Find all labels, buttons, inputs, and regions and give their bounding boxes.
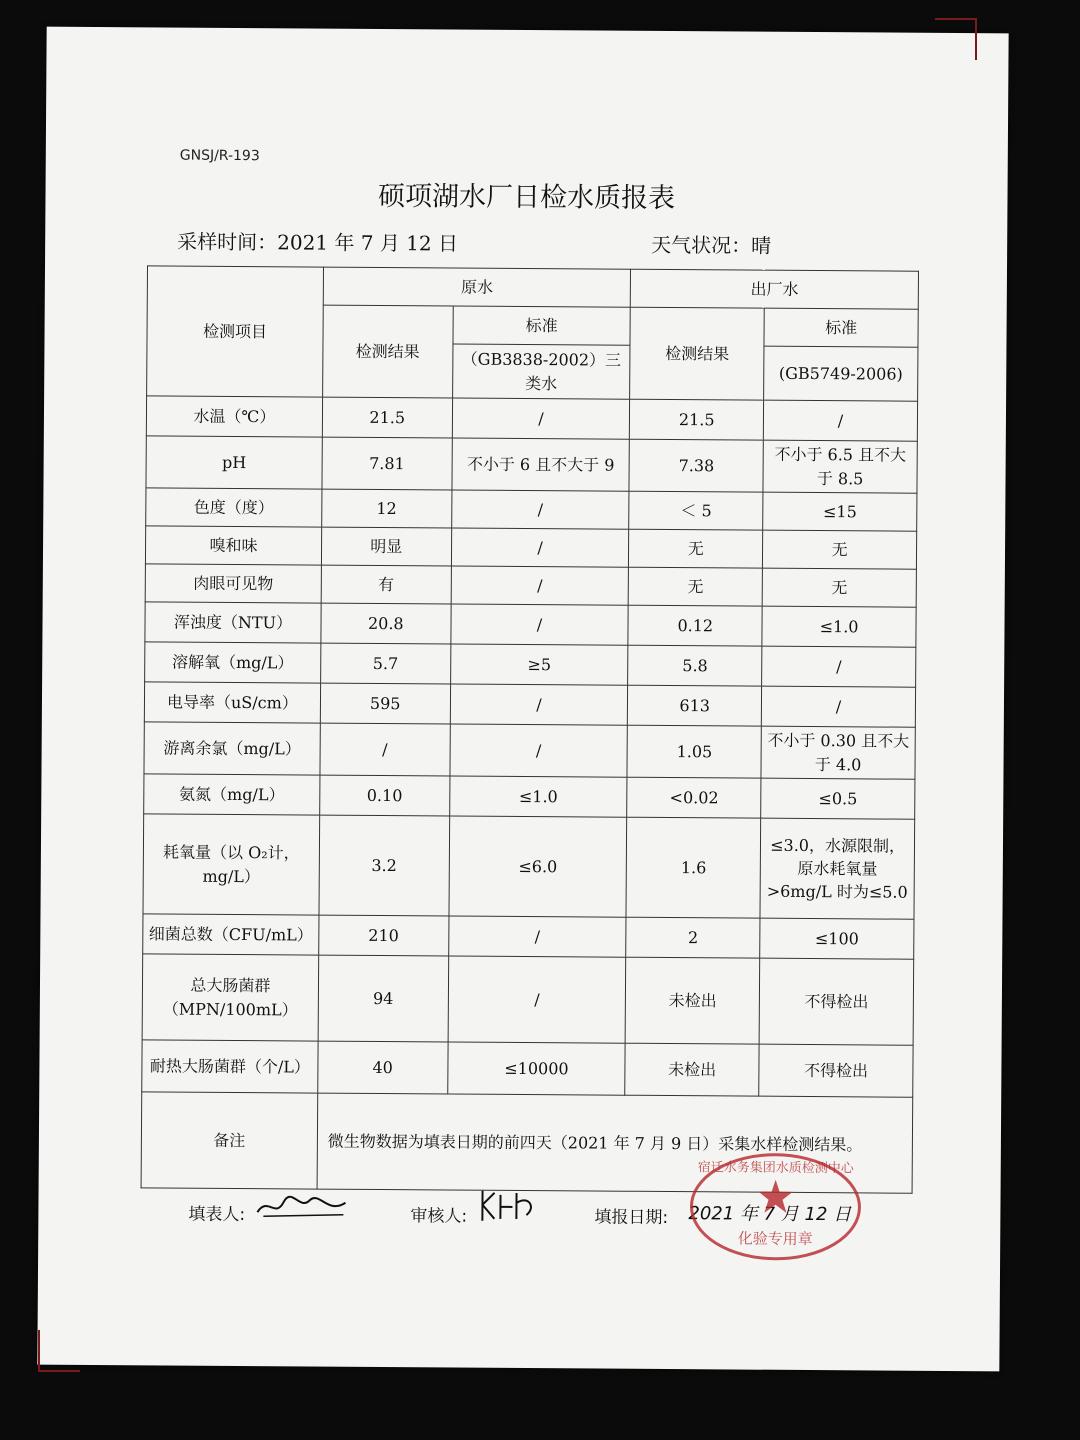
svg-text:化验专用章: 化验专用章 bbox=[737, 1229, 813, 1249]
header-raw-result: 检测结果 bbox=[323, 305, 453, 398]
svg-text:宿迁水务集团水质检测中心: 宿迁水务集团水质检测中心 bbox=[697, 1160, 854, 1177]
table-row bbox=[142, 954, 914, 1045]
document-code: GNSJ/R-193 bbox=[179, 147, 260, 165]
date-label: 填报日期: bbox=[594, 1207, 669, 1229]
remark-text: 微生物数据为填表日期的前四天（2021 年 7 月 9 日）采集水样检测结果。 bbox=[317, 1093, 913, 1193]
cell-raw: 94 bbox=[318, 955, 448, 1042]
cell-out: <0.02 bbox=[627, 777, 761, 818]
cell-out-std: ≤100 bbox=[760, 918, 914, 959]
cell-out: 无 bbox=[629, 529, 763, 568]
cell-raw: 0.10 bbox=[320, 775, 450, 816]
cell-raw-std: ≤1.0 bbox=[449, 776, 627, 817]
cell-raw: 5.7 bbox=[321, 643, 451, 684]
cell-raw-std: / bbox=[452, 398, 630, 439]
cell-out: ＜ 5 bbox=[629, 491, 763, 530]
table-row bbox=[144, 722, 915, 779]
cell-item: 肉眼可见物 bbox=[145, 564, 321, 603]
cell-out-std: 不得检出 bbox=[759, 1044, 913, 1097]
weather: 天气状况：晴 bbox=[651, 232, 772, 258]
stamp-seal-image bbox=[688, 1151, 864, 1262]
cell-item: 电导率（uS/cm） bbox=[144, 682, 320, 723]
cell-raw-std: / bbox=[450, 724, 628, 777]
cell-out-std: ≤0.5 bbox=[761, 778, 915, 819]
cell-raw-std: / bbox=[448, 916, 626, 957]
cell-raw: 3.2 bbox=[319, 815, 449, 916]
header-out-result: 检测结果 bbox=[630, 307, 764, 400]
cell-raw: 40 bbox=[318, 1041, 448, 1094]
cell-out-std: ≤15 bbox=[763, 492, 917, 531]
sampling-time: 采样时间：2021 年 7 月 12 日 bbox=[177, 229, 459, 256]
table-row bbox=[144, 774, 915, 819]
table-row bbox=[146, 436, 917, 493]
cell-raw-std: ≤10000 bbox=[447, 1042, 625, 1095]
cell-item: 水温（℃） bbox=[146, 396, 322, 437]
header-raw-water: 原水 bbox=[323, 267, 631, 307]
cell-out: 7.38 bbox=[629, 439, 763, 492]
frame-corner-bottom-left bbox=[38, 1330, 80, 1372]
cell-raw-std: / bbox=[451, 604, 629, 645]
cell-out-std: 无 bbox=[762, 568, 916, 607]
cell-item: 色度（度） bbox=[146, 488, 322, 527]
table-row bbox=[145, 526, 916, 569]
cell-out: 无 bbox=[629, 567, 763, 606]
cell-raw: 有 bbox=[321, 565, 451, 604]
cell-item: 耗氧量（以 O₂计，mg/L） bbox=[143, 814, 320, 915]
cell-out: 未检出 bbox=[625, 1043, 759, 1096]
cell-out-std: / bbox=[762, 646, 916, 687]
cell-out: 未检出 bbox=[626, 957, 760, 1044]
table-row bbox=[144, 682, 915, 727]
cell-item: 总大肠菌群（MPN/100mL） bbox=[142, 954, 319, 1041]
cell-out-std: 不得检出 bbox=[759, 958, 913, 1045]
cell-raw: 7.81 bbox=[322, 437, 452, 490]
filler-signature-scribble bbox=[253, 1188, 353, 1223]
reviewer-signature-scribble bbox=[478, 1185, 548, 1225]
cell-out-std: / bbox=[763, 400, 917, 441]
cell-out-std: / bbox=[761, 686, 915, 727]
cell-out: 0.12 bbox=[628, 605, 762, 646]
cell-raw: 明显 bbox=[321, 527, 451, 566]
cell-raw-std: / bbox=[451, 566, 629, 605]
cell-raw-std: / bbox=[451, 528, 629, 567]
cell-raw: 21.5 bbox=[322, 397, 452, 438]
cell-out: 21.5 bbox=[630, 399, 764, 440]
cell-item: 浑浊度（NTU） bbox=[145, 602, 321, 643]
cell-out: 5.8 bbox=[628, 645, 762, 686]
cell-raw-std: 不小于 6 且不大于 9 bbox=[452, 438, 630, 491]
header-outlet-water: 出厂水 bbox=[631, 269, 919, 309]
table-row bbox=[143, 814, 915, 919]
cell-raw: 210 bbox=[319, 915, 449, 956]
reviewer-label: 审核人: bbox=[410, 1206, 468, 1227]
cell-out: 613 bbox=[628, 685, 762, 726]
page-title: 硕项湖水厂日检水质报表 bbox=[377, 180, 676, 215]
header-out-standard: 标准 bbox=[764, 308, 918, 347]
cell-raw-std: ≤6.0 bbox=[449, 816, 627, 917]
cell-item: 嗅和味 bbox=[145, 526, 321, 565]
cell-raw: 12 bbox=[322, 489, 452, 528]
cell-out-std: ≤3.0，水源限制，原水耗氧量>6mg/L 时为≤5.0 bbox=[760, 818, 915, 919]
cell-raw-std: / bbox=[448, 956, 626, 1043]
cell-out: 1.05 bbox=[627, 725, 761, 778]
table-row bbox=[143, 914, 914, 959]
cell-item: 氨氮（mg/L） bbox=[144, 774, 320, 815]
table-row bbox=[146, 488, 917, 531]
table-row bbox=[145, 564, 916, 607]
cell-out: 2 bbox=[626, 917, 760, 958]
cell-raw-std: ≥5 bbox=[450, 644, 628, 685]
cell-out-std: 无 bbox=[763, 530, 917, 569]
date-value: 2021 年 7 月 12 日 bbox=[688, 1203, 852, 1226]
cell-raw-std: / bbox=[450, 684, 628, 725]
raw-standard-code: （GB3838-2002）三类水 bbox=[452, 344, 630, 399]
header-raw-standard: 标准 bbox=[453, 306, 631, 345]
table-row bbox=[146, 396, 917, 441]
remark-label: 备注 bbox=[141, 1092, 318, 1189]
cell-item: 细菌总数（CFU/mL） bbox=[143, 914, 319, 955]
cell-item: 溶解氧（mg/L） bbox=[145, 642, 321, 683]
cell-raw: / bbox=[320, 723, 450, 776]
frame-corner-top-right bbox=[935, 18, 977, 60]
cell-out-std: 不小于 0.30 且不大于 4.0 bbox=[761, 726, 915, 779]
cell-out-std: 不小于 6.5 且不大于 8.5 bbox=[763, 440, 917, 493]
cell-out: 1.6 bbox=[626, 817, 760, 918]
cell-item: pH bbox=[146, 436, 322, 489]
filler-signature bbox=[253, 1188, 353, 1230]
header-item: 检测项目 bbox=[147, 266, 324, 397]
table-row bbox=[145, 642, 916, 687]
cell-out-std: ≤1.0 bbox=[762, 606, 916, 647]
report-paper bbox=[37, 27, 1008, 1372]
table-row bbox=[145, 602, 916, 647]
cell-raw-std: / bbox=[451, 490, 629, 529]
official-stamp bbox=[688, 1151, 864, 1262]
reviewer-signature bbox=[478, 1185, 548, 1229]
table-row bbox=[142, 1040, 913, 1097]
cell-raw: 20.8 bbox=[321, 603, 451, 644]
filler-label: 填表人: bbox=[188, 1204, 246, 1226]
cell-raw: 595 bbox=[320, 683, 450, 724]
out-standard-code: (GB5749-2006) bbox=[764, 346, 918, 401]
cell-item: 耐热大肠菌群（个/L） bbox=[142, 1040, 318, 1093]
cell-item: 游离余氯（mg/L） bbox=[144, 722, 320, 775]
water-quality-table bbox=[141, 265, 919, 1193]
